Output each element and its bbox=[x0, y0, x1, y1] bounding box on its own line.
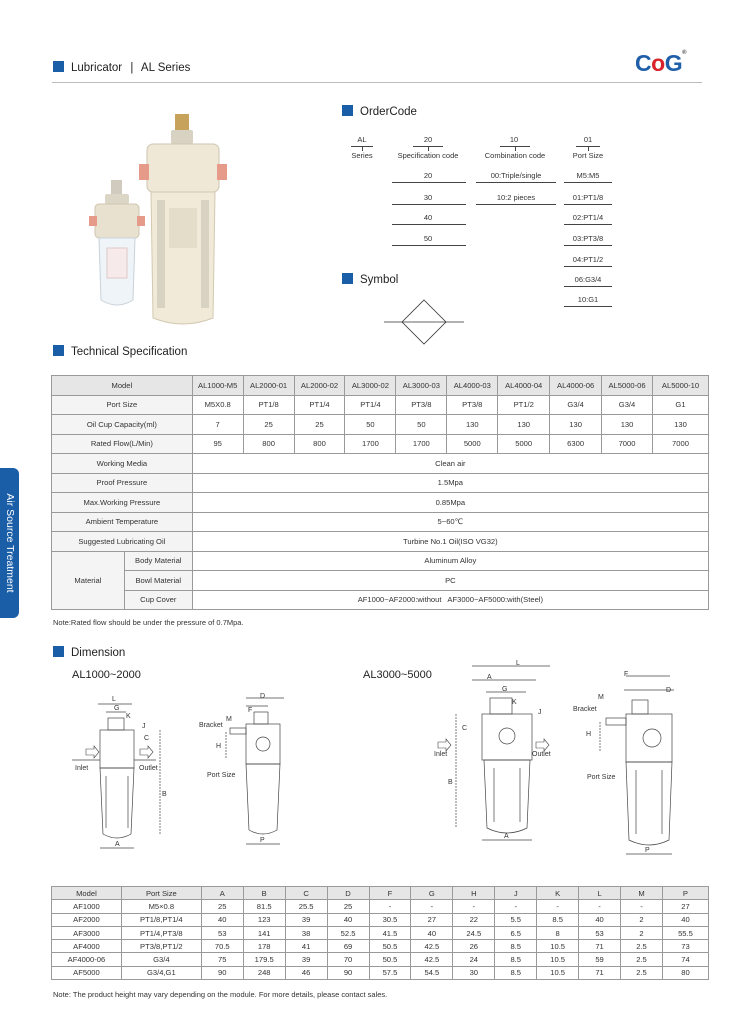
dim-label-M: M bbox=[598, 694, 604, 701]
section-marker-icon bbox=[342, 105, 353, 116]
oc-comb-label: Combination code bbox=[484, 151, 546, 160]
page-title: Lubricator bbox=[71, 62, 123, 74]
dim-label-inlet: Inlet bbox=[434, 751, 448, 758]
title-separator: | bbox=[130, 62, 134, 74]
tech-spec-heading: Technical Specification bbox=[53, 345, 187, 358]
cog-logo: CoG® bbox=[635, 50, 686, 76]
table-row: AF2000 PT1/8,PT1/4 40 123 39 40 30.5 27 22 5.5 8.5 40 2 40 bbox=[52, 913, 709, 926]
oc-port-item: 01:PT1/8 bbox=[572, 193, 604, 202]
dim-label-H: H bbox=[586, 731, 592, 738]
dimension-note: Note: The product height may vary depending on the module. For more details, please contact sales. bbox=[53, 990, 388, 999]
dim-label-port-size: Port Size bbox=[587, 774, 616, 781]
oc-port-item: 06:G3/4 bbox=[574, 275, 602, 284]
drawing-large-front bbox=[432, 656, 562, 846]
dim-label-A: A bbox=[487, 674, 492, 681]
section-marker-icon bbox=[53, 345, 64, 356]
dim-label-F: F bbox=[248, 707, 253, 714]
oc-series-code: AL bbox=[357, 135, 367, 144]
oc-comb-item: 10:2 pieces bbox=[496, 193, 536, 202]
drawing-large-side bbox=[570, 662, 690, 862]
dim-label-outlet: Outlet bbox=[139, 765, 158, 772]
dim-label-J: J bbox=[142, 723, 146, 730]
table-row: Model AL1000-M5 AL2000-01 AL2000-02 AL3000-02 AL3000-03 AL4000-03 AL4000-04 AL4000-06 AL5000-06 AL5000-10 bbox=[52, 376, 709, 396]
oc-series-label: Series bbox=[351, 151, 373, 160]
side-tab[interactable] bbox=[0, 468, 19, 618]
dim-label-L: L bbox=[516, 660, 520, 667]
dim-label-K: K bbox=[512, 699, 517, 706]
table-row: Proof Pressure 1.5Mpa bbox=[52, 473, 709, 493]
dim-label-J: J bbox=[538, 709, 542, 716]
oc-port-item: 10:G1 bbox=[577, 295, 599, 304]
table-row: Material Body Material Aluminum Alloy bbox=[52, 551, 709, 571]
section-marker-icon bbox=[53, 646, 64, 657]
dim-label-inlet: Inlet bbox=[75, 765, 89, 772]
dim-label-C: C bbox=[462, 725, 468, 732]
table-row: AF4000-06 G3/4 75 179.5 39 70 50.5 42.5 24 8.5 10.5 59 2.5 74 bbox=[52, 953, 709, 966]
table-row: Working Media Clean air bbox=[52, 454, 709, 474]
series-name: AL Series bbox=[140, 62, 191, 74]
dim-label-bracket: Bracket bbox=[199, 722, 223, 729]
table-row: Rated Flow(L/Min) 95 800 800 1700 1700 5000 5000 6300 7000 7000 bbox=[52, 434, 709, 454]
spec-note: Note:Rated flow should be under the pressure of 0.7Mpa. bbox=[53, 618, 244, 627]
drawing-small-side bbox=[198, 688, 298, 853]
tech-spec-table bbox=[51, 375, 709, 610]
oc-port-code: 01 bbox=[583, 135, 593, 144]
table-row: AF1000 M5×0.8 25 81.5 25.5 25 - - - - - - - 27 bbox=[52, 900, 709, 913]
oc-spec-label: Specification code bbox=[397, 151, 459, 160]
table-row: Model Port Size A B C D F G H J K L M P bbox=[52, 887, 709, 900]
oc-comb-item: 00:Triple/single bbox=[490, 171, 542, 180]
oc-port-item: M5:M5 bbox=[576, 171, 600, 180]
dim-label-D: D bbox=[260, 693, 266, 700]
header-divider bbox=[52, 82, 702, 83]
dim-label-M: M bbox=[226, 716, 232, 723]
table-row: AF4000 PT3/8,PT1/2 70.5 178 41 69 50.5 42.5 26 8.5 10.5 71 2.5 73 bbox=[52, 940, 709, 953]
drawing-small-front bbox=[72, 688, 192, 853]
dim-label-bracket: Bracket bbox=[573, 706, 597, 713]
section-marker-icon bbox=[53, 61, 64, 72]
dim-label-G: G bbox=[502, 686, 508, 693]
oc-comb-code: 10 bbox=[509, 135, 519, 144]
dimension-table bbox=[51, 886, 709, 980]
table-row: Cup Cover AF1000~AF2000:without AF3000~AF5000:with(Steel) bbox=[52, 590, 709, 610]
dim-group-large: AL3000~5000 bbox=[363, 669, 432, 681]
table-row: Oil Cup Capacity(ml) 7 25 25 50 50 130 130 130 130 130 bbox=[52, 415, 709, 435]
dim-label-port-size: Port Size bbox=[207, 772, 236, 779]
page-header bbox=[53, 61, 190, 74]
dim-label-G: G bbox=[114, 705, 120, 712]
oc-spec-item: 20 bbox=[423, 171, 433, 180]
oc-port-item: 02:PT1/4 bbox=[572, 213, 604, 222]
table-row: AF5000 G3/4,G1 90 248 46 90 57.5 54.5 30 8.5 10.5 71 2.5 80 bbox=[52, 966, 709, 979]
section-marker-icon bbox=[342, 273, 353, 284]
table-row: Max.Working Pressure 0.85Mpa bbox=[52, 493, 709, 513]
oc-port-label: Port Size bbox=[572, 151, 604, 160]
dim-label-F: F bbox=[624, 671, 629, 678]
oc-spec-code: 20 bbox=[423, 135, 433, 144]
oc-spec-item: 40 bbox=[423, 213, 433, 222]
dim-label-B: B bbox=[162, 791, 167, 798]
oc-spec-item: 30 bbox=[423, 193, 433, 202]
side-tab-label: Air Source Treatment bbox=[3, 493, 16, 593]
lubricator-symbol-icon bbox=[384, 296, 464, 346]
oc-spec-item: 50 bbox=[423, 234, 433, 243]
table-row: Bowl Material PC bbox=[52, 571, 709, 591]
dim-group-small: AL1000~2000 bbox=[72, 669, 141, 681]
dimension-heading: Dimension bbox=[53, 646, 125, 659]
ordercode-heading: OrderCode bbox=[342, 105, 417, 118]
dim-label-A: A bbox=[115, 841, 120, 848]
dim-label-C: C bbox=[144, 735, 150, 742]
symbol-heading: Symbol bbox=[342, 273, 398, 286]
dim-label-A2: A bbox=[504, 833, 509, 840]
table-row: AF3000 PT1/4,PT3/8 53 141 38 52.5 41.5 40 24.5 6.5 8 53 2 55.5 bbox=[52, 926, 709, 939]
dim-label-D: D bbox=[666, 687, 672, 694]
oc-port-item: 03:PT3/8 bbox=[572, 234, 604, 243]
dim-label-K: K bbox=[126, 713, 131, 720]
product-photo bbox=[85, 108, 240, 338]
dim-label-P: P bbox=[645, 847, 650, 854]
dim-label-P: P bbox=[260, 837, 265, 844]
table-row: Port Size M5X0.8 PT1/8 PT1/4 PT1/4 PT3/8 PT3/8 PT1/2 G3/4 G3/4 G1 bbox=[52, 395, 709, 415]
table-row: Suggested Lubricating Oil Turbine No.1 Oil(ISO VG32) bbox=[52, 532, 709, 552]
dim-label-B: B bbox=[448, 779, 453, 786]
dim-label-H: H bbox=[216, 743, 222, 750]
table-row: Ambient Temperature 5~60℃ bbox=[52, 512, 709, 532]
dim-label-L: L bbox=[112, 696, 116, 703]
dim-label-outlet: Outlet bbox=[532, 751, 551, 758]
oc-port-item: 04:PT1/2 bbox=[572, 255, 604, 264]
